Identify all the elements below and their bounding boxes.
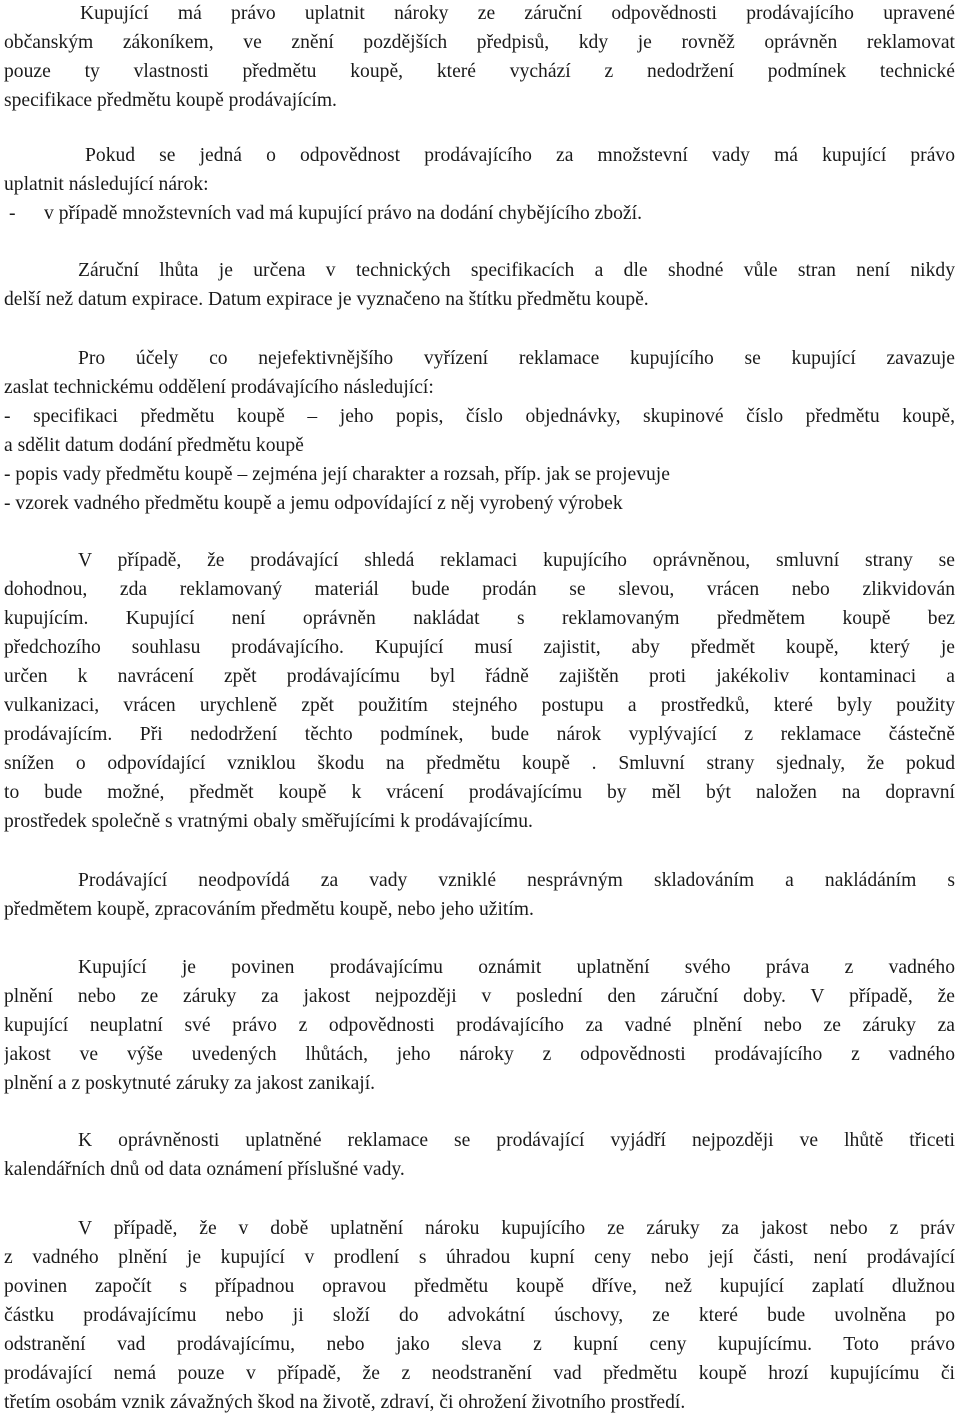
text-line: uplatnit následující nárok:: [4, 174, 209, 195]
text-line: určen k navrácení zpět prodávajícímu byl řádně zajištěn proti jakékoliv kontaminaci a: [4, 666, 955, 687]
text-line: prodávající nemá pouze v případě, že z neodstranění vad předmětu koupě hrozí kupujícímu či: [4, 1363, 955, 1384]
text-line: kupující neuplatní své právo z odpovědnosti prodávajícího za vadné plnění nebo ze záruky za: [4, 1015, 955, 1036]
text-line: občanským zákoníkem, ve znění pozdějších předpisů, kdy je rovněž oprávněn reklamovat: [4, 32, 955, 53]
text-line: Kupující je povinen prodávajícímu oznámit uplatnění svého práva z vadného: [78, 957, 955, 978]
list-item-text: v případě množstevních vad má kupující právo na dodání chybějícího zboží.: [44, 203, 642, 224]
text-line: specifikace předmětu koupě prodávajícím.: [4, 90, 337, 111]
paragraph-notification-duty: [4, 953, 955, 1098]
list-item: [4, 199, 955, 228]
text-line: jakost ve výše uvedených lhůtách, jeho nároky z odpovědnosti prodávajícího z vadného: [4, 1044, 955, 1065]
paragraph-warranty-rights: [4, 0, 955, 115]
paragraph-claim-procedure: [4, 344, 955, 518]
text-line: plnění a z poskytnuté záruky za jakost zanikají.: [4, 1073, 376, 1094]
text-line: předmětem koupě, zpracováním předmětu koupě, nebo jeho užitím.: [4, 899, 534, 920]
paragraph-quantity-defects: [4, 141, 955, 228]
text-line: pouze ty vlastnosti předmětu koupě, které vychází z nedodržení podmínek technické: [4, 61, 955, 82]
text-line: V případě, že prodávající shledá reklamaci kupujícího oprávněnou, smluvní strany se: [78, 550, 955, 571]
text-line: K oprávněnosti uplatněné reklamace se prodávající vyjádří nejpozději ve lhůtě třiceti: [78, 1130, 955, 1151]
text-line: delší než datum expirace. Datum expirace je vyznačeno na štítku předmětu koupě.: [4, 289, 649, 310]
text-line: odstranění vad prodávajícímu, nebo jako sleva z kupní ceny kupujícímu. Toto právo: [4, 1334, 955, 1355]
paragraph-warranty-period: [4, 256, 955, 314]
text-line: z vadného plnění je kupující v prodlení s úhradou kupní ceny nebo její části, není prodávající: [4, 1247, 955, 1268]
text-line: snížen o odpovídající vzniklou škodu na předmětu koupě . Smluvní strany sjednaly, že pokud: [4, 753, 955, 774]
text-line: Prodávající neodpovídá za vady vzniklé nesprávným skladováním a nakládáním s: [78, 870, 955, 891]
text-line: zaslat technickému oddělení prodávajícího následující:: [4, 377, 434, 398]
text-line: prostředek společně s vratnými obaly směřujícími k prodávajícímu.: [4, 811, 533, 832]
paragraph-payment-default: [4, 1214, 955, 1417]
list-dash: -: [9, 203, 16, 224]
text-line: kupujícím. Kupující není oprávněn nakládat s reklamovaným předmětem koupě bez: [4, 608, 955, 629]
text-line: třetím osobám vznik závažných škod na životě, zdraví, či ohrožení životního prostředí.: [4, 1392, 686, 1413]
text-line: kalendářních dnů od data oznámení příslušné vady.: [4, 1159, 405, 1180]
text-line: Pokud se jedná o odpovědnost prodávajícího za množstevní vady má kupující právo: [85, 145, 955, 166]
text-line: Pro účely co nejefektivnějšího vyřízení reklamace kupujícího se kupující zavazuje: [78, 348, 955, 369]
text-line: povinen započít s případnou opravou předmětu koupě dříve, než kupující zaplatí dlužnou: [4, 1276, 955, 1297]
text-line: - popis vady předmětu koupě – zejména její charakter a rozsah, příp. jak se projevuje: [4, 464, 670, 485]
text-line: a sdělit datum dodání předmětu koupě: [4, 435, 304, 456]
text-line: Kupující má právo uplatnit nároky ze záruční odpovědnosti prodávajícího upravené: [80, 3, 955, 24]
text-line: dohodnou, zda reklamovaný materiál bude prodán se slevou, vrácen nebo zlikvidován: [4, 579, 955, 600]
text-line: částku prodávajícímu nebo ji složí do advokátní úschovy, ze které bude uvolněna po: [4, 1305, 955, 1326]
text-line: V případě, že v době uplatnění nároku kupujícího ze záruky za jakost nebo z práv: [78, 1218, 955, 1239]
text-line: Záruční lhůta je určena v technických specifikacích a dle shodné vůle stran není nikdy: [78, 260, 955, 281]
paragraph-seller-liability-exclusion: [4, 866, 955, 924]
text-line: to bude možné, předmět koupě k vrácení prodávajícímu by měl být naložen na dopravní: [4, 782, 955, 803]
text-line: - specifikaci předmětu koupě – jeho popis, číslo objednávky, skupinové číslo předmětu koupě,: [4, 406, 955, 427]
paragraph-justified-claim: [4, 546, 955, 836]
text-line: vulkanizaci, vrácen urychleně zpět použitím stejného postupu a prostředků, které byly použity: [4, 695, 955, 716]
text-line: předchozího souhlasu prodávajícího. Kupující musí zajistit, aby předmět koupě, který je: [4, 637, 955, 658]
paragraph-claim-response: [4, 1126, 955, 1184]
text-line: prodávajícím. Při nedodržení těchto podmínek, bude nárok vyplývající z reklamace částečně: [4, 724, 955, 745]
text-line: plnění nebo ze záruky za jakost nejpozději v poslední den záruční doby. V případě, že: [4, 986, 955, 1007]
text-line: - vzorek vadného předmětu koupě a jemu odpovídající z něj vyrobený výrobek: [4, 493, 623, 514]
